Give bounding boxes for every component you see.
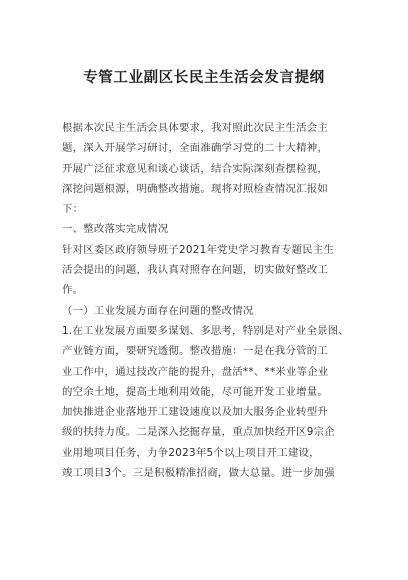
body-line: 1.在工业发展方面要多谋划、多思考，特别是对产业全景图、 bbox=[62, 324, 350, 337]
body-line: 下： bbox=[62, 203, 84, 216]
body-line: 业用地项目任务，力争2023年5个以上项目开工建设， bbox=[62, 446, 320, 459]
document-body bbox=[62, 118, 362, 483]
body-line: 的空余土地，提高土地利用效能，尽可能开发工业增量。 bbox=[62, 385, 329, 398]
body-line: 作。 bbox=[62, 284, 84, 297]
body-line: 开展广泛征求意见和谈心谈话，结合实际深刻查摆检视， bbox=[62, 162, 329, 175]
body-line: 活会提出的问题，我认真对照存在问题，切实做好整改工 bbox=[62, 264, 329, 277]
body-line: 业工作中，通过技改产能的提升，盘活**、**米业等企业 bbox=[62, 365, 329, 378]
section-heading: 一、整改落实完成情况 bbox=[62, 223, 169, 236]
body-line: 竣工项目3个。三是积极精准招商，做大总量。进一步加强 bbox=[62, 467, 335, 480]
body-line: 根据本次民主生活会具体要求，我对照此次民主生活会主 bbox=[62, 122, 329, 134]
document-title: 专管工业副区长民主生活会发言提纲 bbox=[83, 70, 325, 86]
body-line: 级的扶持力度。二是深入挖掘存量，重点加快经开区9宗企 bbox=[62, 426, 335, 439]
subsection-heading: （一）工业发展方面存在问题的整改情况 bbox=[62, 304, 254, 317]
body-line: 题，深入开展学习研讨，全面准确学习党的二十大精神， bbox=[62, 142, 329, 155]
body-line: 加快推进企业落地开工建设速度以及加大服务企业转型升 bbox=[62, 406, 329, 419]
body-line: 针对区委区政府领导班子2021年党史学习教育专题民主生 bbox=[62, 243, 335, 256]
body-line: 深挖问题根源，明确整改措施。现将对照检查情况汇报如 bbox=[62, 182, 329, 195]
body-line: 产业链方面，要研究透彻。整改措施：一是在我分管的工 bbox=[62, 345, 329, 358]
